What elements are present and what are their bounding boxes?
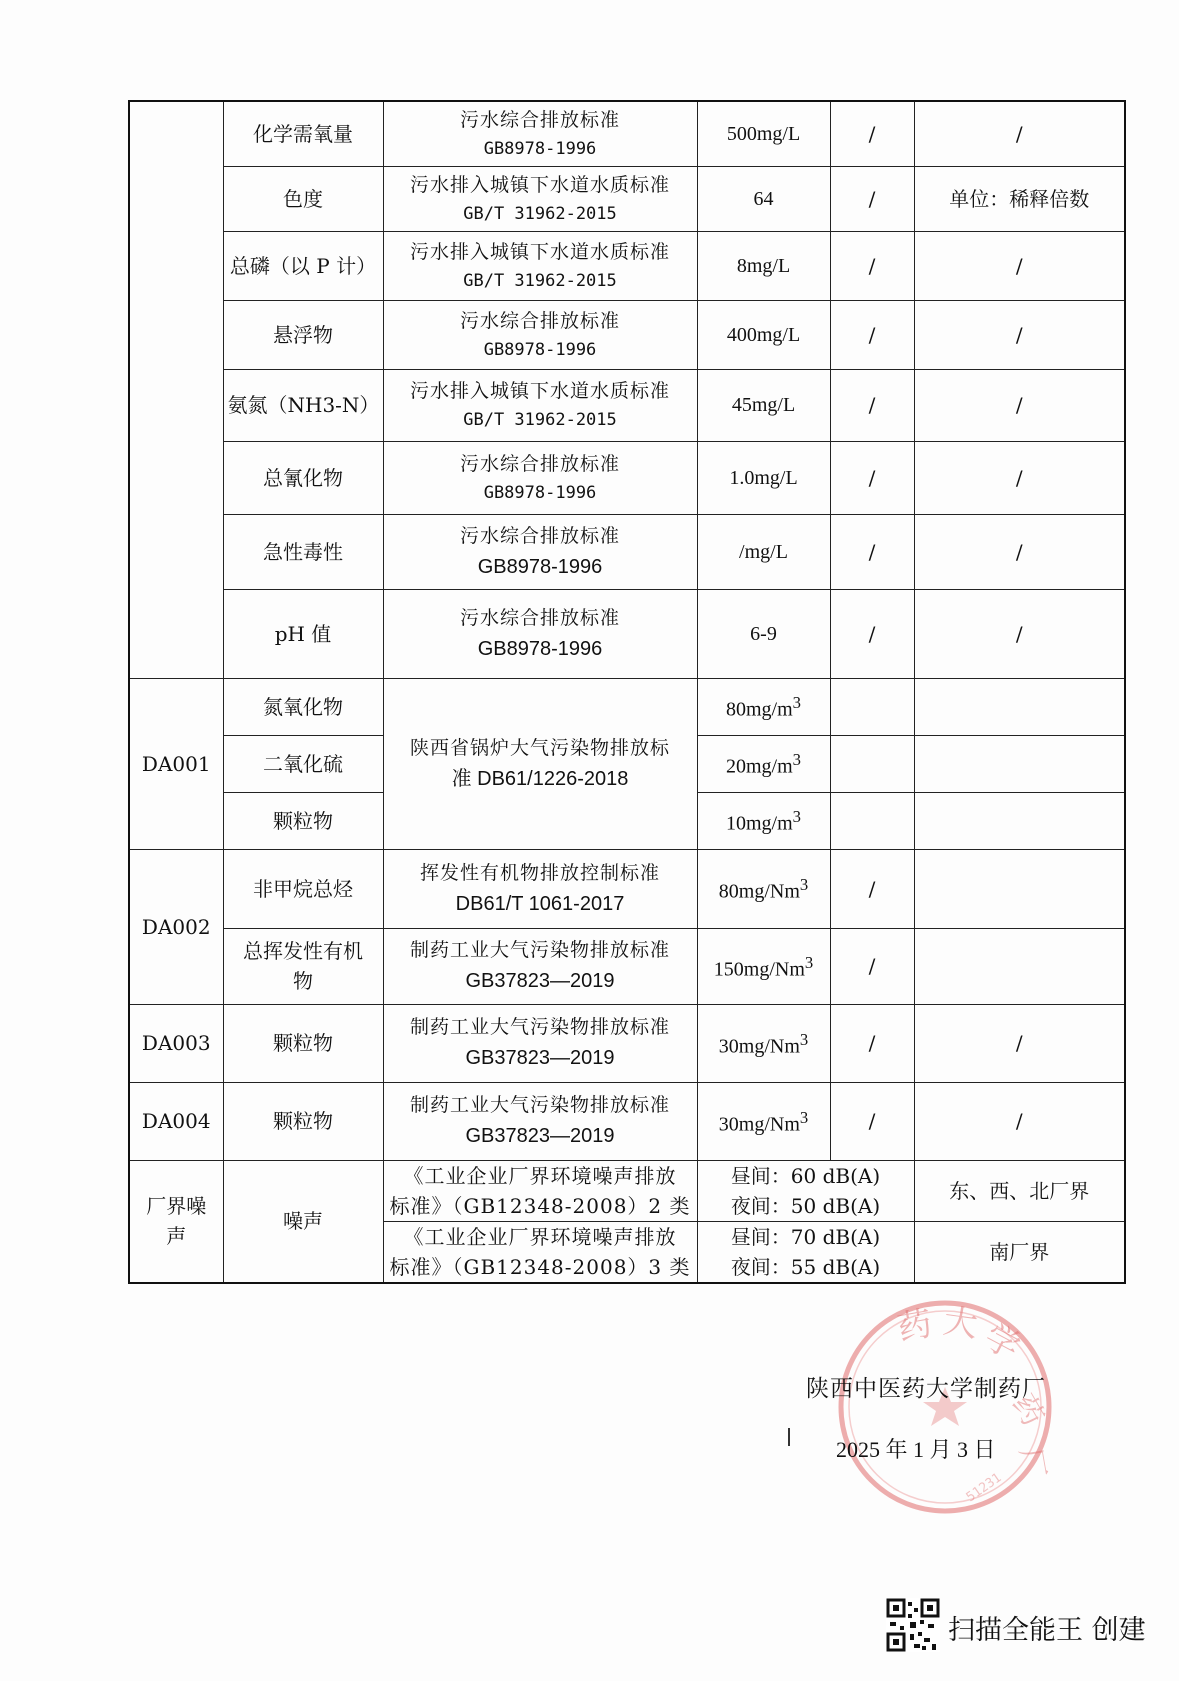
signature-date: 2025 年 1 月 3 日 <box>836 1437 996 1462</box>
col5-cell: / <box>830 928 914 1004</box>
limit-cell: $20mg/m^3$ <box>697 735 830 792</box>
signature-organization: 陕西中医药大学制药厂 <box>806 1376 1046 1402</box>
outlet-cell: DA004 <box>129 1082 223 1160</box>
table-row <box>129 589 1125 678</box>
item-cell: 氮氧化物 <box>223 678 383 735</box>
col6-cell: 单位：稀释倍数 <box>914 166 1125 231</box>
limit-cell: 150mg/Nm$^3$ <box>697 928 830 1004</box>
col5-cell: / <box>830 589 914 678</box>
table-row <box>129 300 1125 369</box>
svg-text:学: 学 <box>977 1316 1027 1368</box>
table-row <box>129 849 1125 928</box>
table-row <box>129 231 1125 300</box>
col6-cell: / <box>914 514 1125 589</box>
limit-cell: 80mg/Nm$^3$ <box>697 849 830 928</box>
limit-cell: 昼间：70 dB(A) 夜间：55 dB(A) <box>697 1221 914 1283</box>
item-cell: 色度 <box>223 166 383 231</box>
col5-cell <box>830 678 914 735</box>
svg-text:药: 药 <box>894 1303 936 1349</box>
table-row <box>129 1004 1125 1082</box>
table-row <box>129 166 1125 231</box>
col6-cell <box>914 792 1125 849</box>
col6-cell: / <box>914 231 1125 300</box>
col6-cell <box>914 735 1125 792</box>
item-cell: 氨氮（NH3-N） <box>223 369 383 441</box>
limit-cell: 45mg/L <box>697 369 830 441</box>
table-row <box>129 928 1125 1004</box>
emission-standards-table <box>128 100 1126 1284</box>
col6-cell <box>914 928 1125 1004</box>
limit-cell: 6-9 <box>697 589 830 678</box>
outlet-cell: DA002 <box>129 849 223 1004</box>
table-row <box>129 514 1125 589</box>
standard-cell: 陕西省锅炉大气污染物排放标 准 DB61/1226-2018 <box>383 678 697 849</box>
area-cell: 南厂界 <box>914 1221 1125 1283</box>
qr-code-icon <box>886 1598 940 1652</box>
item-cell: pH 值 <box>223 589 383 678</box>
limit-cell: 64 <box>697 166 830 231</box>
item-cell: 总磷（以 P 计） <box>223 231 383 300</box>
item-cell: 颗粒物 <box>223 1082 383 1160</box>
outlet-cell: DA001 <box>129 678 223 849</box>
limit-cell: /mg/L <box>697 514 830 589</box>
table-row <box>129 1160 1125 1221</box>
standard-cell: 《工业企业厂界环境噪声排放 标准》（GB12348-2008）2 类 <box>383 1160 697 1221</box>
standard-cell: 挥发性有机物排放控制标准 DB61/T 1061-2017 <box>383 849 697 928</box>
area-cell: 东、西、北厂界 <box>914 1160 1125 1221</box>
col5-cell <box>830 792 914 849</box>
col5-cell: / <box>830 369 914 441</box>
limit-cell: 30mg/Nm$^3$ <box>697 1082 830 1160</box>
standard-cell: 污水综合排放标准 GB8978-1996 <box>383 441 697 514</box>
col6-cell <box>914 849 1125 928</box>
scanner-watermark-text: 扫描全能王 创建 <box>948 1615 1146 1646</box>
col5-cell: / <box>830 1082 914 1160</box>
table-row <box>129 441 1125 514</box>
limit-cell: 30mg/Nm$^3$ <box>697 1004 830 1082</box>
item-cell: 急性毒性 <box>223 514 383 589</box>
standard-cell: 污水排入城镇下水道水质标准 GB/T 31962-2015 <box>383 369 697 441</box>
item-cell: 二氧化硫 <box>223 735 383 792</box>
col6-cell: / <box>914 1004 1125 1082</box>
col6-cell: / <box>914 589 1125 678</box>
svg-text:51231: 51231 <box>963 1470 1005 1506</box>
limit-cell: $80mg/m^3$ <box>697 678 830 735</box>
col5-cell: / <box>830 849 914 928</box>
table-row <box>129 369 1125 441</box>
outlet-cell-blank <box>129 101 223 678</box>
standard-cell: 污水综合排放标准 GB8978-1996 <box>383 589 697 678</box>
limit-cell: 8mg/L <box>697 231 830 300</box>
limit-cell: 500mg/L <box>697 101 830 166</box>
limit-cell: $10mg/m^3$ <box>697 792 830 849</box>
col5-cell: / <box>830 441 914 514</box>
item-cell: 悬浮物 <box>223 300 383 369</box>
standard-cell: 制药工业大气污染物排放标准 GB37823—2019 <box>383 928 697 1004</box>
standard-cell: 《工业企业厂界环境噪声排放 标准》（GB12348-2008）3 类 <box>383 1221 697 1283</box>
outlet-cell: 厂界噪 声 <box>129 1160 223 1283</box>
col5-cell: / <box>830 166 914 231</box>
col6-cell: / <box>914 1082 1125 1160</box>
col6-cell <box>914 678 1125 735</box>
standard-cell: 制药工业大气污染物排放标准 GB37823—2019 <box>383 1004 697 1082</box>
col6-cell: / <box>914 101 1125 166</box>
col6-cell: / <box>914 369 1125 441</box>
col5-cell: / <box>830 514 914 589</box>
col6-cell: / <box>914 300 1125 369</box>
col5-cell: / <box>830 101 914 166</box>
col5-cell: / <box>830 231 914 300</box>
col5-cell: / <box>830 1004 914 1082</box>
standard-cell: 污水综合排放标准 GB8978-1996 <box>383 514 697 589</box>
col5-cell: / <box>830 300 914 369</box>
limit-cell: 1.0mg/L <box>697 441 830 514</box>
table-row <box>129 101 1125 166</box>
standard-cell: 污水综合排放标准 GB8978-1996 <box>383 101 697 166</box>
table-row <box>129 678 1125 735</box>
standard-cell: 污水排入城镇下水道水质标准 GB/T 31962-2015 <box>383 231 697 300</box>
item-cell: 化学需氧量 <box>223 101 383 166</box>
col5-cell <box>830 735 914 792</box>
limit-cell: 昼间：60 dB(A) 夜间：50 dB(A) <box>697 1160 914 1221</box>
standard-cell: 污水综合排放标准 GB8978-1996 <box>383 300 697 369</box>
standard-cell: 污水排入城镇下水道水质标准 GB/T 31962-2015 <box>383 166 697 231</box>
limit-cell: 400mg/L <box>697 300 830 369</box>
svg-text:大: 大 <box>940 1301 980 1346</box>
standard-cell: 制药工业大气污染物排放标准 GB37823—2019 <box>383 1082 697 1160</box>
official-stamp <box>830 1292 1060 1522</box>
outlet-cell: DA003 <box>129 1004 223 1082</box>
table-row <box>129 1082 1125 1160</box>
stray-mark <box>788 1428 790 1446</box>
col6-cell: / <box>914 441 1125 514</box>
item-cell: 噪声 <box>223 1160 383 1283</box>
item-cell: 总氰化物 <box>223 441 383 514</box>
item-cell: 颗粒物 <box>223 792 383 849</box>
item-cell: 总挥发性有机 物 <box>223 928 383 1004</box>
svg-text:厂: 厂 <box>1012 1445 1052 1481</box>
svg-text:药: 药 <box>1005 1388 1051 1432</box>
item-cell: 非甲烷总烃 <box>223 849 383 928</box>
item-cell: 颗粒物 <box>223 1004 383 1082</box>
